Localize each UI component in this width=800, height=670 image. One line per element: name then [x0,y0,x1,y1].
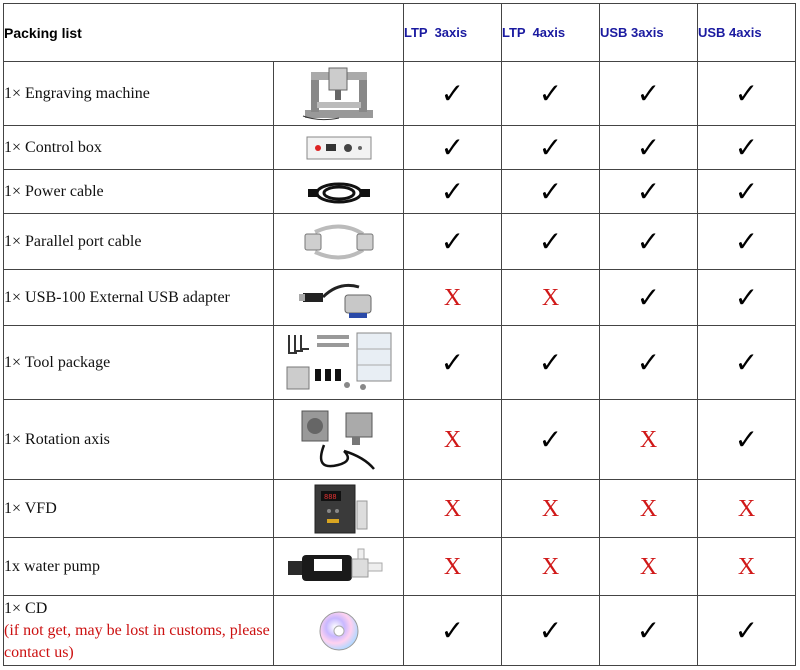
cd-icon [274,596,404,666]
item-name: 1× Control box [4,126,274,170]
check-mark-icon: ✓ [538,224,563,258]
engraving-machine-icon [274,62,404,126]
item-name [4,596,274,666]
mark-cell [698,126,796,170]
item-name: 1× Tool package [4,326,274,400]
mark-cell [502,62,600,126]
table-row [4,400,796,480]
cross-mark-icon: X [737,553,756,580]
table-row [4,170,796,214]
mark-cell [502,126,600,170]
item-name: 1× Rotation axis [4,400,274,480]
check-mark-icon: ✓ [440,76,465,110]
check-mark-icon: ✓ [538,613,563,647]
power-cable-icon [274,170,404,214]
mark-cell [502,480,600,538]
item-name: 1× Power cable [4,170,274,214]
cross-mark-icon: X [639,426,658,453]
mark-cell [600,62,698,126]
check-mark-icon: ✓ [636,174,661,208]
check-mark-icon: ✓ [538,422,563,456]
mark-cell [404,480,502,538]
check-mark-icon: ✓ [636,280,661,314]
check-mark-icon: ✓ [734,174,759,208]
check-mark-icon: ✓ [538,345,563,379]
item-name: 1× Engraving machine [4,62,274,126]
item-name: 1x water pump [4,538,274,596]
mark-cell [404,596,502,666]
mark-cell [502,270,600,326]
tool-package-icon [274,326,404,400]
svg-text:888: 888 [323,493,337,502]
table-row [4,480,796,538]
cross-mark-icon: X [443,284,462,311]
item-name: 1× VFD [4,480,274,538]
check-mark-icon: ✓ [734,130,759,164]
mark-cell [502,400,600,480]
table-row [4,538,796,596]
check-mark-icon: ✓ [440,174,465,208]
control-box-icon [274,126,404,170]
mark-cell [698,400,796,480]
table-row [4,596,796,666]
mark-cell [698,270,796,326]
mark-cell [600,480,698,538]
check-mark-icon: ✓ [734,76,759,110]
mark-cell [404,270,502,326]
mark-cell [600,270,698,326]
table-row [4,126,796,170]
check-mark-icon: ✓ [440,224,465,258]
check-mark-icon: ✓ [636,130,661,164]
cross-mark-icon: X [541,284,560,311]
header-row [4,4,796,62]
water-pump-icon [274,538,404,596]
mark-cell [404,62,502,126]
customs-note: (if not get, may be lost in customs, please contact us) [4,621,270,661]
check-mark-icon: ✓ [734,613,759,647]
mark-cell [600,538,698,596]
table-row [4,326,796,400]
cross-mark-icon: X [443,426,462,453]
mark-cell [502,326,600,400]
check-mark-icon: ✓ [636,613,661,647]
check-mark-icon: ✓ [636,224,661,258]
check-mark-icon: ✓ [538,76,563,110]
cross-mark-icon: X [541,495,560,522]
mark-cell [404,538,502,596]
column-header-usb-4axis: USB 4axis [698,4,796,62]
check-mark-icon: ✓ [440,613,465,647]
mark-cell [698,170,796,214]
mark-cell [404,170,502,214]
rotation-axis-icon [274,400,404,480]
vfd-icon [274,480,404,538]
table-row [4,270,796,326]
check-mark-icon: ✓ [440,130,465,164]
check-mark-icon: ✓ [734,280,759,314]
parallel-port-cable-icon [274,214,404,270]
mark-cell [502,596,600,666]
cross-mark-icon: X [737,495,756,522]
mark-cell [698,596,796,666]
mark-cell [600,400,698,480]
item-name: 1× Parallel port cable [4,214,274,270]
mark-cell [404,400,502,480]
mark-cell [404,214,502,270]
cross-mark-icon: X [639,495,658,522]
cross-mark-icon: X [639,553,658,580]
table-row [4,62,796,126]
table-row [4,214,796,270]
mark-cell [600,170,698,214]
mark-cell [502,214,600,270]
mark-cell [600,214,698,270]
check-mark-icon: ✓ [538,174,563,208]
mark-cell [502,538,600,596]
check-mark-icon: ✓ [636,76,661,110]
mark-cell [698,326,796,400]
mark-cell [698,214,796,270]
check-mark-icon: ✓ [734,224,759,258]
column-header-ltp-3axis: LTP 3axis [404,4,502,62]
cross-mark-icon: X [443,495,462,522]
mark-cell [404,326,502,400]
mark-cell [698,480,796,538]
mark-cell [600,126,698,170]
check-mark-icon: ✓ [636,345,661,379]
check-mark-icon: ✓ [538,130,563,164]
mark-cell [600,326,698,400]
mark-cell [698,62,796,126]
mark-cell [600,596,698,666]
cross-mark-icon: X [443,553,462,580]
column-header-usb-3axis: USB 3axis [600,4,698,62]
check-mark-icon: ✓ [440,345,465,379]
item-name-label: 1× CD [4,599,48,617]
usb-adapter-icon [274,270,404,326]
cross-mark-icon: X [541,553,560,580]
mark-cell [404,126,502,170]
packing-list-table [3,3,796,666]
item-name: 1× USB-100 External USB adapter [4,270,274,326]
check-mark-icon: ✓ [734,345,759,379]
mark-cell [698,538,796,596]
packing-list-title: Packing list [4,4,404,62]
column-header-ltp-4axis: LTP 4axis [502,4,600,62]
mark-cell [502,170,600,214]
check-mark-icon: ✓ [734,422,759,456]
